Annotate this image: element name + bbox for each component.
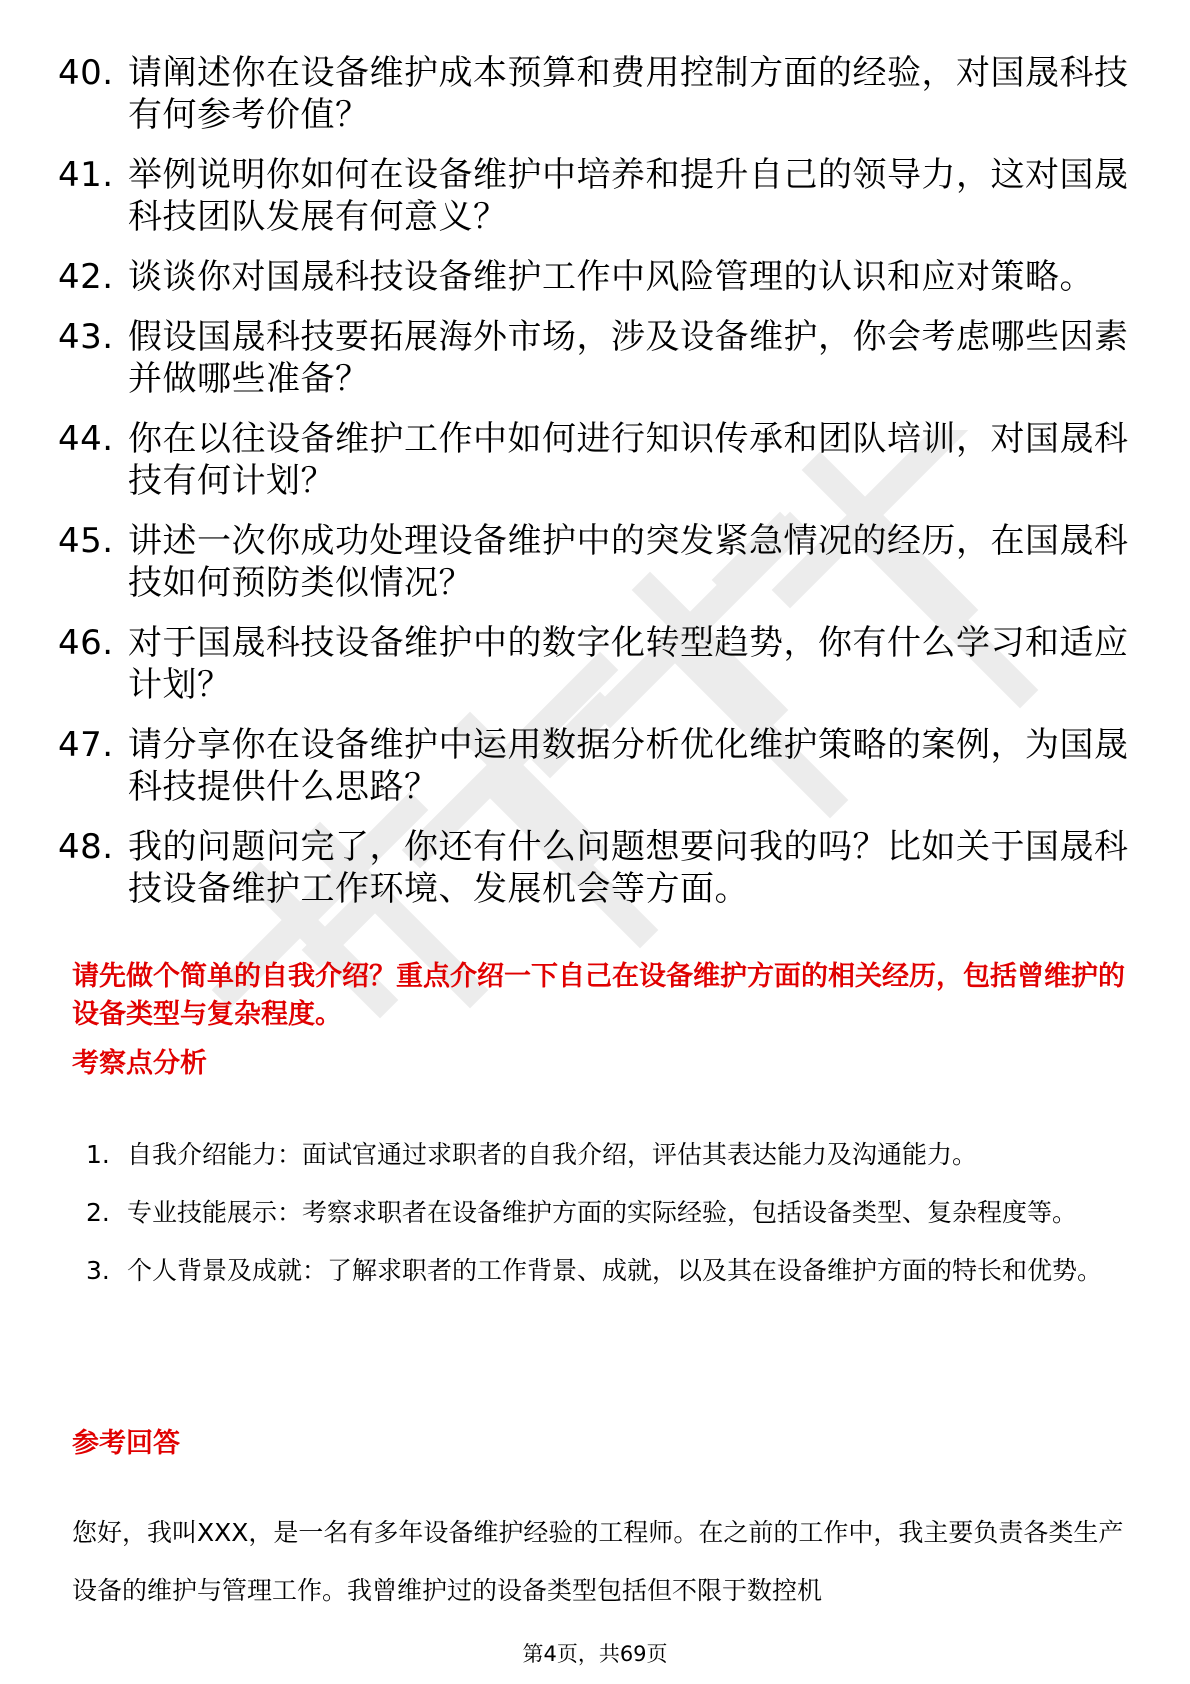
question-number: 46. <box>58 623 114 663</box>
question-list <box>58 52 1138 928</box>
question-number: 43. <box>58 317 114 357</box>
question-item <box>58 826 1138 910</box>
question-text: 对于国晟科技设备维护中的数字化转型趋势，你有什么学习和适应计划？ <box>128 623 1129 705</box>
question-number: 47. <box>58 725 114 765</box>
analysis-item <box>72 1184 1132 1242</box>
analysis-text: 专业技能展示：考察求职者在设备维护方面的实际经验，包括设备类型、复杂程度等。 <box>127 1198 1078 1227</box>
question-text: 假设国晟科技要拓展海外市场，涉及设备维护，你会考虑哪些因素并做哪些准备？ <box>128 317 1129 399</box>
analysis-number: 3. <box>86 1256 110 1285</box>
analysis-item <box>72 1126 1132 1184</box>
featured-question: 请先做个简单的自我介绍？重点介绍一下自己在设备维护方面的相关经历，包括曾维护的设备类型与复杂程度。 <box>72 961 1125 1030</box>
question-number: 45. <box>58 521 114 561</box>
question-number: 42. <box>58 257 114 297</box>
reference-answer: 您好，我叫XXX，是一名有多年设备维护经验的工程师。在之前的工作中，我主要负责各类生产设备的维护与管理工作。我曾维护过的设备类型包括但不限于数控机 <box>72 1518 1124 1605</box>
question-text: 谈谈你对国晟科技设备维护工作中风险管理的认识和应对策略。 <box>128 257 1094 297</box>
analysis-text: 自我介绍能力：面试官通过求职者的自我介绍，评估其表达能力及沟通能力。 <box>127 1140 978 1169</box>
question-item <box>58 520 1138 604</box>
question-number: 44. <box>58 419 114 459</box>
question-text: 我的问题问完了，你还有什么问题想要问我的吗？比如关于国晟科技设备维护工作环境、发展机会等方面。 <box>128 827 1129 909</box>
question-text: 讲述一次你成功处理设备维护中的突发紧急情况的经历，在国晟科技如何预防类似情况？ <box>128 521 1129 603</box>
question-item <box>58 256 1138 298</box>
question-item <box>58 418 1138 502</box>
analysis-number: 1. <box>86 1140 110 1169</box>
question-number: 41. <box>58 155 114 195</box>
question-item <box>58 154 1138 238</box>
analysis-number: 2. <box>86 1198 110 1227</box>
question-text: 你在以往设备维护工作中如何进行知识传承和团队培训，对国晟科技有何计划？ <box>128 419 1129 501</box>
analysis-text: 个人背景及成就：了解求职者的工作背景、成就，以及其在设备维护方面的特长和优势。 <box>127 1256 1103 1285</box>
question-text: 举例说明你如何在设备维护中培养和提升自己的领导力，这对国晟科技团队发展有何意义？ <box>128 155 1129 237</box>
question-number: 48. <box>58 827 114 867</box>
analysis-item <box>72 1242 1132 1300</box>
analysis-heading: 考察点分析 <box>72 1048 207 1079</box>
question-item <box>58 724 1138 808</box>
question-item <box>58 52 1138 136</box>
analysis-list <box>72 1126 1132 1300</box>
question-text: 请阐述你在设备维护成本预算和费用控制方面的经验，对国晟科技有何参考价值？ <box>128 53 1129 135</box>
question-number: 40. <box>58 53 114 93</box>
question-item <box>58 622 1138 706</box>
question-text: 请分享你在设备维护中运用数据分析优化维护策略的案例，为国晟科技提供什么思路？ <box>128 725 1129 807</box>
page-footer: 第4页，共69页 <box>522 1642 668 1666</box>
reference-heading: 参考回答 <box>72 1428 180 1459</box>
question-item <box>58 316 1138 400</box>
